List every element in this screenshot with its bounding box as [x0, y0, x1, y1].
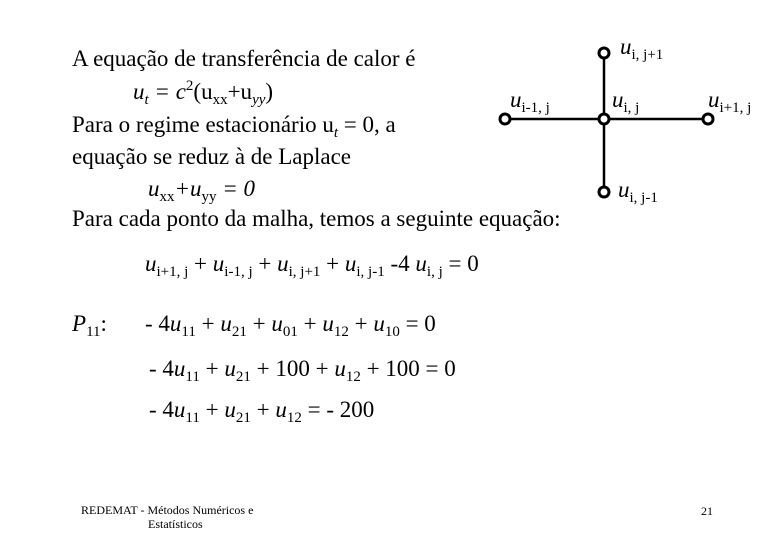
eq-c-u2: u: [224, 397, 236, 422]
intro-line-6: Para cada ponto da malha, temos a seguinte equação:: [72, 206, 561, 231]
eq-b-tail: + 100 = 0: [360, 356, 456, 381]
stencil-label-left-sub: i-1, j: [521, 100, 550, 116]
eq-a-s1: 11: [181, 324, 196, 340]
intro-line-3-tail: = 0, a: [338, 112, 396, 137]
equation-p11-simplified: [149, 397, 375, 426]
stencil-label-top-u: u: [620, 34, 632, 59]
eq-a-s3: 01: [282, 324, 298, 340]
laplace-xx: xx: [159, 189, 175, 205]
laplace-yy: yy: [201, 189, 217, 205]
heat-eq-u: u: [133, 79, 145, 104]
general-eq-u5: u: [415, 251, 427, 276]
heat-eq-square: 2: [185, 78, 194, 94]
general-eq-op2: +: [252, 251, 278, 276]
heat-eq-xx: xx: [212, 92, 228, 108]
stencil-label-center: [612, 87, 640, 116]
general-eq-u3: u: [277, 251, 289, 276]
eq-a-u2: u: [220, 311, 232, 336]
eq-c-tail: = - 200: [301, 397, 375, 422]
laplace-plus: +u: [174, 176, 202, 201]
footer-left-line-2: Estatísticos: [148, 517, 203, 532]
footer-left: [81, 503, 253, 532]
intro-line-1: A equação de transferência de calor é: [72, 46, 416, 71]
eq-b-u2: u: [224, 356, 236, 381]
point-sub: 11: [86, 324, 101, 340]
intro-line-3-sub: t: [333, 125, 339, 141]
general-equation: [145, 251, 479, 280]
equation-p11-neighbors: [145, 311, 436, 340]
stencil-node-center: [599, 114, 609, 124]
heat-eq-t: t: [144, 92, 149, 108]
heat-eq-yy: yy: [252, 92, 266, 108]
eq-a-s5: 10: [384, 324, 400, 340]
eq-a-tail: = 0: [399, 311, 436, 336]
eq-c-s3: 12: [286, 410, 302, 426]
equation-p11-substituted: [149, 356, 456, 385]
eq-a-u1: u: [169, 311, 182, 336]
eq-b-u1: u: [173, 356, 186, 381]
stencil-label-center-u: u: [612, 87, 624, 112]
general-eq-s5: i, j: [426, 264, 443, 280]
general-eq-op1: +: [188, 251, 213, 276]
eq-b-s1: 11: [185, 369, 200, 385]
heat-eq-close: ): [265, 79, 274, 104]
general-eq-op4: -4: [384, 251, 416, 276]
stencil-label-center-sub: i, j: [623, 100, 640, 116]
stencil-label-right-sub: i+1, j: [719, 100, 752, 116]
stencil-label-bottom: [618, 177, 658, 206]
eq-a-coef: - 4: [145, 311, 170, 336]
heat-eq-plus: +u: [227, 79, 253, 104]
eq-b-s3: 12: [345, 369, 361, 385]
point-label: [72, 311, 107, 340]
stencil-label-left-u: u: [510, 87, 522, 112]
stencil-label-left: [510, 87, 550, 116]
eq-c-u1: u: [173, 397, 186, 422]
general-eq-s2: i-1, j: [224, 264, 253, 280]
eq-b-op2: +: [199, 356, 225, 381]
general-eq-tail: = 0: [442, 251, 479, 276]
laplace-u: u: [148, 176, 160, 201]
eq-b-coef: - 4: [149, 356, 174, 381]
general-eq-u1: u: [145, 251, 157, 276]
point-p: P: [72, 311, 87, 336]
eq-c-s2: 21: [235, 410, 251, 426]
general-eq-s4: i, j-1: [356, 264, 385, 280]
general-eq-u4: u: [344, 251, 357, 276]
laplace-tail: = 0: [216, 176, 256, 201]
eq-b-op3: + 100 +: [250, 356, 335, 381]
stencil-node-bottom: [599, 187, 609, 197]
heat-eq-eq: = c: [148, 79, 186, 104]
eq-b-u3: u: [334, 356, 346, 381]
eq-a-op3: +: [246, 311, 272, 336]
stencil-label-bottom-u: u: [618, 177, 630, 202]
page-number: 21: [701, 504, 713, 518]
general-eq-op3: +: [320, 251, 345, 276]
eq-c-coef: - 4: [149, 397, 174, 422]
eq-a-op5: +: [348, 311, 374, 336]
eq-a-s2: 21: [231, 324, 247, 340]
stencil-label-top: [620, 34, 664, 63]
point-colon: :: [100, 311, 107, 336]
stencil-node-left: [500, 114, 510, 124]
general-eq-s3: i, j+1: [288, 264, 321, 280]
eq-c-u3: u: [275, 397, 287, 422]
general-eq-u2: u: [212, 251, 225, 276]
eq-a-op2: +: [195, 311, 221, 336]
eq-a-s4: 12: [333, 324, 349, 340]
stencil-label-right-u: u: [708, 87, 720, 112]
eq-c-op3: +: [250, 397, 276, 422]
stencil-node-top: [599, 48, 609, 58]
eq-a-u5: u: [373, 311, 385, 336]
footer-left-line-1: REDEMAT - Métodos Numéricos e: [81, 503, 254, 517]
eq-c-op2: +: [199, 397, 225, 422]
eq-a-u3: u: [271, 311, 283, 336]
stencil-label-bottom-sub: i, j-1: [629, 190, 658, 206]
stencil-node-right: [703, 114, 713, 124]
intro-line-3-text: Para o regime estacionário u: [72, 112, 334, 137]
eq-a-op4: +: [297, 311, 323, 336]
eq-c-s1: 11: [185, 410, 200, 426]
eq-b-s2: 21: [235, 369, 251, 385]
eq-a-u4: u: [322, 311, 334, 336]
intro-line-4: equação se reduz à de Laplace: [72, 144, 352, 169]
general-eq-s1: i+1, j: [156, 264, 189, 280]
heat-eq-open: (u: [193, 79, 213, 104]
stencil-label-right: [708, 87, 752, 116]
stencil-label-top-sub: i, j+1: [631, 47, 664, 63]
